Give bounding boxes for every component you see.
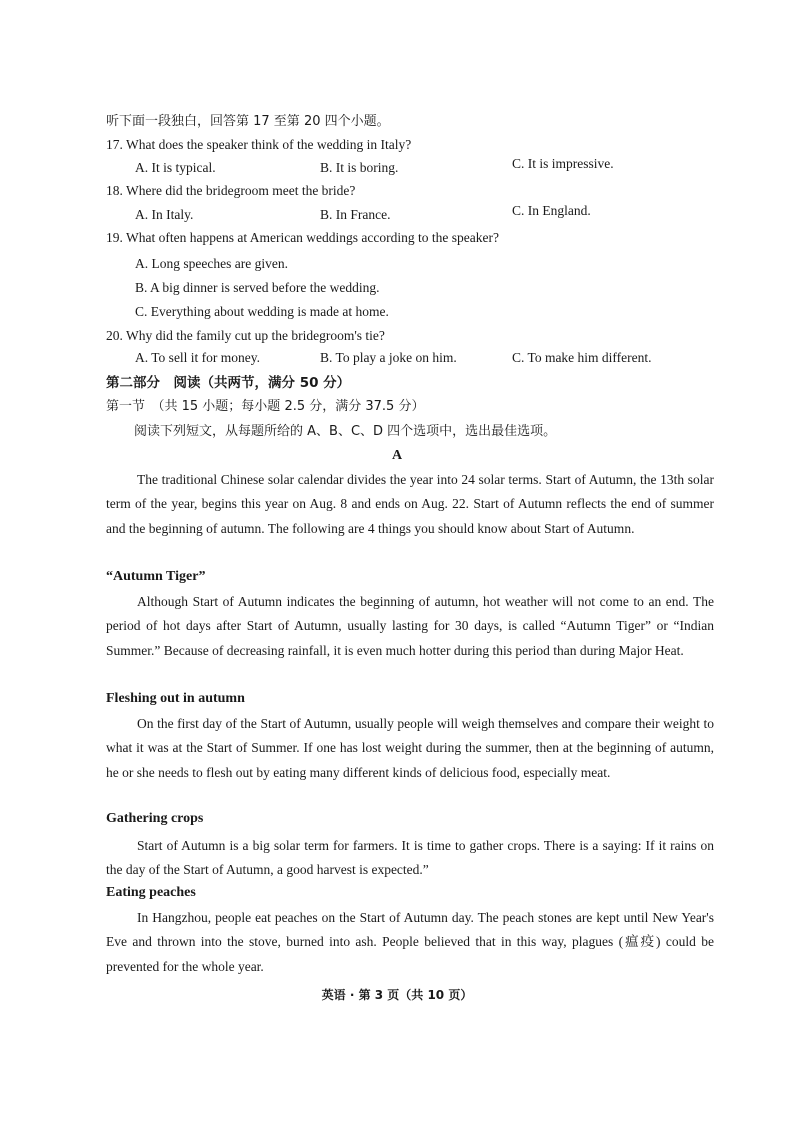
- passage-label: A: [391, 448, 403, 463]
- heading-fleshing-out: Fleshing out in autumn: [106, 691, 245, 706]
- intro-paragraph: The traditional Chinese solar calendar divides the year into 24 solar terms. Start of Autumn, the 13th solar term of the year, begins this year on Aug. 8 and ends on Aug. 22. Start of Autumn reflects the end of summer and the beginning of autumn. The following are 4 things you should know about Start of Autumn.: [106, 472, 714, 536]
- heading-eating-peaches: Eating peaches: [106, 885, 196, 900]
- q17-option-a: A. It is typical.: [135, 160, 216, 175]
- q20-option-c: C. To make him different.: [512, 350, 652, 365]
- question-17: 17. What does the speaker think of the wedding in Italy?: [106, 137, 412, 152]
- paragraph-autumn-tiger: Although Start of Autumn indicates the beginning of autumn, hot weather will not come to an end. The period of hot days after Start of Autumn, usually lasting for 30 days, is called “Autumn Tiger” or “Indian Summer.” Because of decreasing rainfall, it is even much hotter during this period than during Major Heat.: [106, 594, 714, 658]
- heading-gathering-crops: Gathering crops: [106, 811, 204, 826]
- part-two-title: 第二部分 阅读（共两节，满分 50 分）: [106, 375, 351, 391]
- q19-option-c: C. Everything about wedding is made at home.: [135, 304, 389, 319]
- paragraph-eating-peaches: In Hangzhou, people eat peaches on the Start of Autumn day. The peach stones are kept until New Year's Eve and thrown into the stove, burned into ash. People believed that in this way, plagues (瘟疫) could be prevented for the whole year.: [106, 910, 714, 974]
- reading-instruction: 阅读下列短文，从每题所给的 A、B、C、D 四个选项中，选出最佳选项。: [134, 424, 557, 439]
- page-footer: 英语 · 第 3 页（共 10 页）: [321, 988, 473, 1002]
- q20-option-b: B. To play a joke on him.: [320, 350, 457, 365]
- q20-option-a: A. To sell it for money.: [135, 350, 261, 365]
- q17-option-c: C. It is impressive.: [512, 156, 614, 171]
- q19-option-a: A. Long speeches are given.: [135, 256, 288, 271]
- q18-option-b: B. In France.: [320, 207, 391, 222]
- paragraph-fleshing-out: On the first day of the Start of Autumn, usually people will weigh themselves and compare their weight to what it was at the Start of Summer. If one has lost weight during the summer, then at the beginning of autumn, he or she needs to flesh out by eating many different kinds of delicious food, especially meat.: [106, 716, 714, 780]
- q17-option-b: B. It is boring.: [320, 160, 399, 175]
- paragraph-gathering-crops: Start of Autumn is a big solar term for farmers. It is time to gather crops. There is a saying: If it rains on the day of the Start of Autumn, a good harvest is expected.”: [106, 838, 714, 878]
- q18-option-a: A. In Italy.: [135, 207, 194, 222]
- section-one-title: 第一节 （共 15 小题；每小题 2.5 分，满分 37.5 分）: [106, 399, 425, 414]
- question-20: 20. Why did the family cut up the bridegroom's tie?: [106, 328, 385, 343]
- question-19: 19. What often happens at American weddings according to the speaker?: [106, 230, 499, 245]
- question-18: 18. Where did the bridegroom meet the bride?: [106, 183, 356, 198]
- heading-autumn-tiger: “Autumn Tiger”: [106, 569, 206, 584]
- listening-intro: 听下面一段独白，回答第 17 至第 20 四个小题。: [106, 114, 390, 129]
- q19-option-b: B. A big dinner is served before the wedding.: [135, 280, 380, 295]
- q18-option-c: C. In England.: [512, 203, 591, 218]
